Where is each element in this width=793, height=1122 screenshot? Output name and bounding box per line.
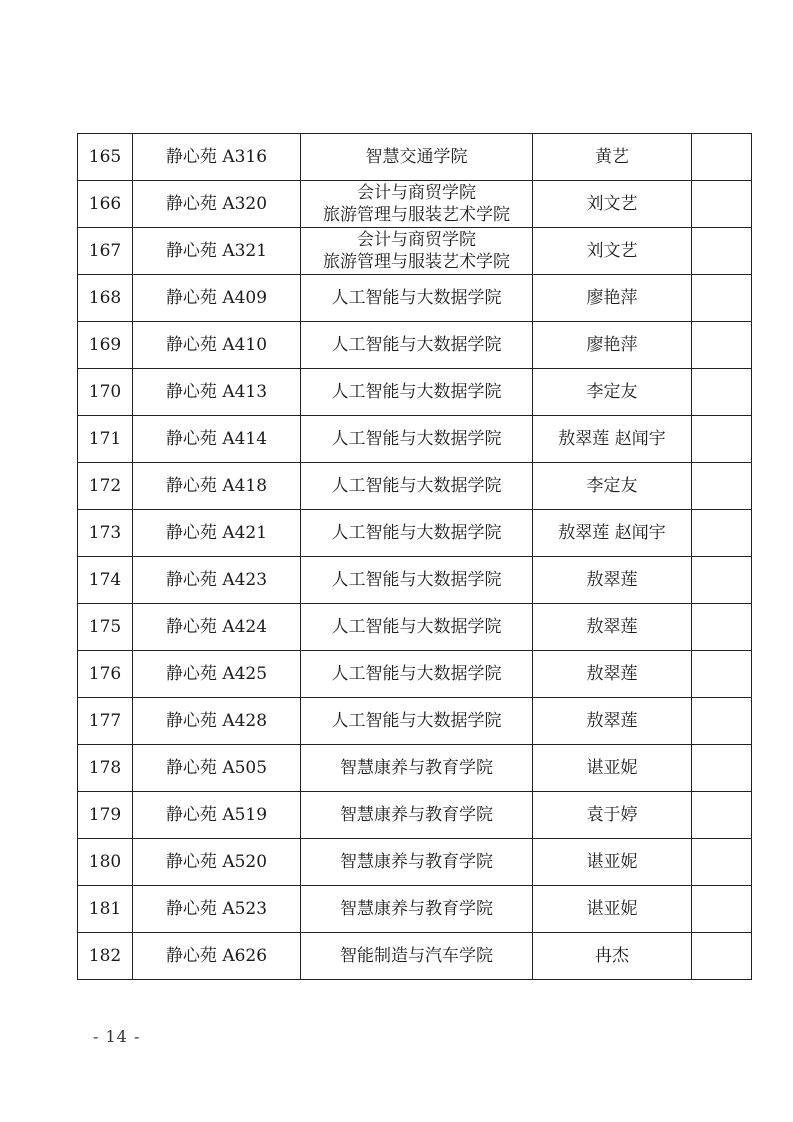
person-cell: 谌亚妮 <box>533 886 692 933</box>
note-cell <box>692 275 752 322</box>
note-cell <box>692 228 752 275</box>
room-cell: 静心苑 A425 <box>133 651 301 698</box>
note-cell <box>692 463 752 510</box>
room-cell: 静心苑 A423 <box>133 557 301 604</box>
college-name: 人工智能与大数据学院 <box>331 335 502 355</box>
college-name: 人工智能与大数据学院 <box>331 476 502 496</box>
room-cell: 静心苑 A320 <box>133 181 301 228</box>
table-row <box>78 416 752 463</box>
person-cell: 敖翠莲 <box>533 698 692 745</box>
person-cell: 冉杰 <box>533 933 692 980</box>
person-cell: 廖艳萍 <box>533 322 692 369</box>
room-cell: 静心苑 A421 <box>133 510 301 557</box>
room-cell: 静心苑 A414 <box>133 416 301 463</box>
room-cell: 静心苑 A520 <box>133 839 301 886</box>
college-cell <box>301 886 533 933</box>
table-row <box>78 228 752 275</box>
table-row <box>78 933 752 980</box>
college-cell <box>301 181 533 228</box>
row-number-cell: 176 <box>78 651 133 698</box>
person-cell: 敖翠莲 <box>533 651 692 698</box>
row-number-cell: 169 <box>78 322 133 369</box>
row-number-cell: 166 <box>78 181 133 228</box>
college-name: 人工智能与大数据学院 <box>331 617 502 637</box>
college-name: 人工智能与大数据学院 <box>331 429 502 449</box>
room-cell: 静心苑 A410 <box>133 322 301 369</box>
college-cell <box>301 275 533 322</box>
room-cell: 静心苑 A409 <box>133 275 301 322</box>
note-cell <box>692 933 752 980</box>
room-cell: 静心苑 A428 <box>133 698 301 745</box>
note-cell <box>692 698 752 745</box>
person-cell: 敖翠莲 <box>533 604 692 651</box>
table-body <box>78 134 752 980</box>
college-cell <box>301 463 533 510</box>
row-number-cell: 174 <box>78 557 133 604</box>
table-row <box>78 134 752 181</box>
person-cell: 刘文艺 <box>533 181 692 228</box>
row-number-cell: 171 <box>78 416 133 463</box>
row-number-cell: 168 <box>78 275 133 322</box>
row-number-cell: 178 <box>78 745 133 792</box>
room-cell: 静心苑 A321 <box>133 228 301 275</box>
college-cell <box>301 651 533 698</box>
dormitory-table <box>77 133 752 980</box>
table-row <box>78 275 752 322</box>
college-name: 人工智能与大数据学院 <box>331 664 502 684</box>
college-name: 智能制造与汽车学院 <box>340 946 493 966</box>
note-cell <box>692 322 752 369</box>
person-cell: 李定友 <box>533 463 692 510</box>
dormitory-table-container <box>77 133 746 980</box>
college-name: 人工智能与大数据学院 <box>331 382 502 402</box>
row-number-cell: 179 <box>78 792 133 839</box>
page-number: - 14 - <box>93 1027 141 1046</box>
person-cell: 敖翠莲 赵闻宇 <box>533 416 692 463</box>
room-cell: 静心苑 A424 <box>133 604 301 651</box>
note-cell <box>692 745 752 792</box>
table-row <box>78 463 752 510</box>
college-cell <box>301 604 533 651</box>
college-name: 人工智能与大数据学院 <box>331 523 502 543</box>
table-row <box>78 322 752 369</box>
room-cell: 静心苑 A418 <box>133 463 301 510</box>
table-row <box>78 792 752 839</box>
college-cell <box>301 745 533 792</box>
college-name: 智慧康养与教育学院 <box>340 758 493 778</box>
college-name: 人工智能与大数据学院 <box>331 288 502 308</box>
room-cell: 静心苑 A523 <box>133 886 301 933</box>
room-cell: 静心苑 A519 <box>133 792 301 839</box>
note-cell <box>692 181 752 228</box>
note-cell <box>692 416 752 463</box>
college-cell <box>301 228 533 275</box>
room-cell: 静心苑 A316 <box>133 134 301 181</box>
person-cell: 廖艳萍 <box>533 275 692 322</box>
college-cell <box>301 416 533 463</box>
college-cell <box>301 933 533 980</box>
row-number-cell: 167 <box>78 228 133 275</box>
college-cell <box>301 839 533 886</box>
person-cell: 谌亚妮 <box>533 745 692 792</box>
table-row <box>78 839 752 886</box>
person-cell: 袁于婷 <box>533 792 692 839</box>
person-cell: 刘文艺 <box>533 228 692 275</box>
college-cell <box>301 557 533 604</box>
note-cell <box>692 886 752 933</box>
table-row <box>78 557 752 604</box>
note-cell <box>692 604 752 651</box>
table-row <box>78 745 752 792</box>
college-cell <box>301 698 533 745</box>
note-cell <box>692 134 752 181</box>
college-name: 人工智能与大数据学院 <box>331 570 502 590</box>
row-number-cell: 181 <box>78 886 133 933</box>
room-cell: 静心苑 A505 <box>133 745 301 792</box>
room-cell: 静心苑 A626 <box>133 933 301 980</box>
table-row <box>78 651 752 698</box>
college-name: 人工智能与大数据学院 <box>331 711 502 731</box>
college-name: 会计与商贸学院 <box>357 183 476 203</box>
table-row <box>78 369 752 416</box>
note-cell <box>692 557 752 604</box>
person-cell: 黄艺 <box>533 134 692 181</box>
room-cell: 静心苑 A413 <box>133 369 301 416</box>
table-row <box>78 604 752 651</box>
row-number-cell: 177 <box>78 698 133 745</box>
college-cell <box>301 510 533 557</box>
college-cell <box>301 369 533 416</box>
person-cell: 敖翠莲 <box>533 557 692 604</box>
note-cell <box>692 792 752 839</box>
note-cell <box>692 651 752 698</box>
table-row <box>78 698 752 745</box>
person-cell: 谌亚妮 <box>533 839 692 886</box>
college-cell <box>301 322 533 369</box>
row-number-cell: 172 <box>78 463 133 510</box>
row-number-cell: 173 <box>78 510 133 557</box>
note-cell <box>692 839 752 886</box>
row-number-cell: 175 <box>78 604 133 651</box>
college-name: 智慧康养与教育学院 <box>340 899 493 919</box>
person-cell: 敖翠莲 赵闻宇 <box>533 510 692 557</box>
table-row <box>78 510 752 557</box>
person-cell: 李定友 <box>533 369 692 416</box>
college-name: 旅游管理与服装艺术学院 <box>323 252 510 272</box>
college-name: 智慧康养与教育学院 <box>340 805 493 825</box>
note-cell <box>692 369 752 416</box>
table-row <box>78 181 752 228</box>
college-name: 智慧交通学院 <box>365 147 468 167</box>
row-number-cell: 180 <box>78 839 133 886</box>
college-cell <box>301 792 533 839</box>
note-cell <box>692 510 752 557</box>
row-number-cell: 165 <box>78 134 133 181</box>
table-row <box>78 886 752 933</box>
college-name: 会计与商贸学院 <box>357 230 476 250</box>
college-name: 智慧康养与教育学院 <box>340 852 493 872</box>
college-cell <box>301 134 533 181</box>
row-number-cell: 182 <box>78 933 133 980</box>
row-number-cell: 170 <box>78 369 133 416</box>
college-name: 旅游管理与服装艺术学院 <box>323 205 510 225</box>
